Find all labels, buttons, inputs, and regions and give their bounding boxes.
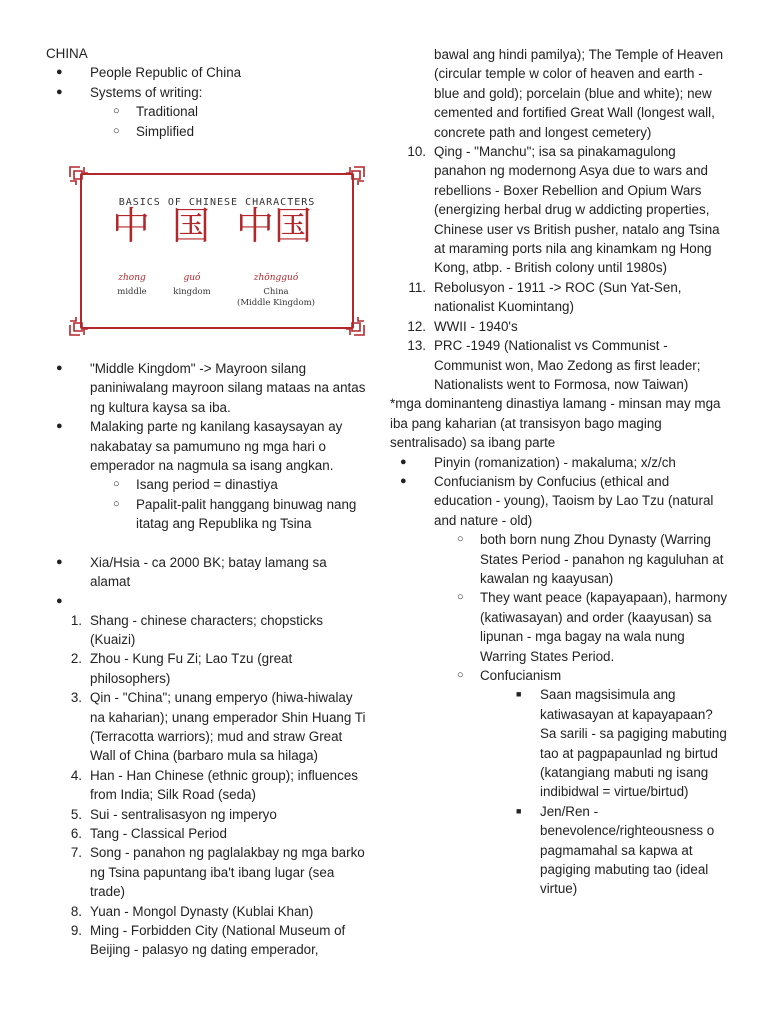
dynasty-list-item [390,317,730,336]
pinyin-label: guó [183,273,201,284]
meaning-label: kingdom [173,287,211,298]
hollow-bullet-icon: ○ [113,124,120,137]
bullet-icon: ● [400,455,407,468]
dynasty-list-item [46,921,368,960]
dynasty-text: Zhou - Kung Fu Zi; Lao Tzu (great philosophers) [90,651,293,686]
list-number: 5. [70,806,82,822]
dynasty-list [46,611,368,960]
dynasty-list-item [390,336,730,394]
dynasty-list-item [390,142,730,278]
meaning-label: middle [117,287,147,298]
dynasty-list-item [46,824,368,843]
corner-ornament-icon [68,165,90,187]
list-number: 6. [70,825,82,841]
dynasty-text: Rebolusyon - 1911 -> ROC (Sun Yat-Sen, nationalist Kuomintang) [434,279,682,315]
dynasty-list-item [46,843,368,901]
list-item: ● Xia/Hsia - ca 2000 BK; batay lamang sa alamat [56,554,327,590]
pinyin-label: zhong [118,273,146,284]
bullet-icon: ● [400,474,407,487]
right-column [390,45,730,899]
square-bullet-icon: ■ [516,805,522,816]
list-item: ○ Simplified [46,122,368,141]
list-item: ● Systems of writing: [46,83,368,102]
list-item: ● People Republic of China [46,63,368,82]
bullet-icon: ● [56,362,63,375]
dynasty-text: Qin - "China"; unang emperyo (hiwa-hiwalay na kaharian); unang emperador Shin Huang Ti (Terracotta warriors); mud and straw Great Wall of China (barbaro mula sa hilaga) [90,690,366,764]
character-zhongguo: 中国 [236,204,313,249]
hollow-bullet-icon: ○ [457,591,464,604]
dynasty-text: Yuan - Mongol Dynasty (Kublai Khan) [90,903,314,919]
footnote: *mga dominanteng dinastiya lamang - minsan may mga iba pang kaharian (at transisyon bago maging sentralisado) sa ibang parte [390,396,721,451]
list-item: ○ Papalit-palit hanggang binuwag nang itatag ang Republika ng Tsina [113,496,357,532]
list-item [46,592,368,611]
list-number: 12. [407,318,426,334]
dynasty-list-item [46,611,368,650]
list-number: 9. [70,923,82,938]
corner-ornament-icon [344,315,366,337]
dynasty-list-item [46,688,368,766]
list-item: ■ Jen/Ren - benevolence/righteousness o pagmamahal sa kapwa at pagiging mabuting tao (ideal virtue) [516,803,715,897]
dynasty-list [390,142,730,394]
list-item: ● Malaking parte ng kanilang kasaysayan ay nakabatay sa pamumuno ng mga hari o emperador na nagmula sa isang angkan. [56,419,343,474]
dynasty-list-item [46,766,368,805]
list-number: 11. [408,279,426,295]
dynasty-list-item [46,902,368,921]
dynasty-text: WWII - 1940's [434,318,518,334]
list-number: 10. [407,144,426,160]
list-number: 13. [407,338,426,354]
bullet-icon: ● [56,420,63,433]
list-item: ● Confucianism by Confucius (ethical and education - young), Taoism by Lao Tzu (natural and nature - old) [400,473,714,528]
bullet-icon: ● [56,594,63,607]
list-item-continued: bawal ang hindi pamilya); The Temple of Heaven (circular temple w color of heaven and earth - blue and gold); porcelain (blue and white); new cemented and fortified Great Wall (longest wall, concrete path and longest cemetery) [434,47,724,140]
dynasty-list-item [390,278,730,317]
list-number: 3. [70,690,82,706]
hollow-bullet-icon: ○ [113,497,120,510]
hollow-bullet-icon: ○ [457,669,464,681]
list-number: 4. [70,767,82,783]
left-column [46,44,368,960]
dynasty-text: Song - panahon ng paglalakbay ng mga barko ng Tsina papuntang iba't ibang lugar (sea trade) [90,845,365,900]
pinyin-label: zhōngguó [253,273,299,284]
list-item: ○ both born nung Zhou Dynasty (Warring States Period - panahon ng kaguluhan at kawalan ng kaayusan) [457,532,724,586]
hollow-bullet-icon: ○ [113,105,120,118]
list-number: 8. [70,903,82,919]
dynasty-list-item [46,805,368,824]
list-item: ○ They want peace (kapayapaan), harmony (katiwasayan) and order (kaayusan) sa lipunan - mga bagay na wala nung Warring States Period. [457,590,728,664]
figure-title: BASICS OF CHINESE CHARACTERS [118,197,316,209]
character-guo: 国 [172,204,211,249]
dynasty-text: Tang - Classical Period [90,825,227,841]
list-item: ○ Confucianism [390,666,730,685]
list-number: 2. [70,651,82,667]
list-item: ○ Traditional [46,102,368,121]
hollow-bullet-icon: ○ [457,533,464,546]
dynasty-text: PRC -1949 (Nationalist vs Communist - Communist won, Mao Zedong as first leader; Nationalists went to Formosa, now Taiwan) [434,338,701,392]
list-item: ● Pinyin (romanization) - makaluma; x/z/ch [390,453,730,472]
character-zhong: 中 [112,204,151,249]
meaning-label: China (Middle Kingdom) [237,287,315,309]
square-bullet-icon: ■ [516,689,522,700]
dynasty-text: Qing - "Manchu"; isa sa pinakamagulong panahon ng modernong Asya due to wars and rebellions - Boxer Rebellion and Opium Wars (energizing herbal drug w addicting properties, Chinese user vs British pusher, natalo ang Tsina at maraming ports nila ang kinamkam ng Hong Kong, atbp. - British colony until 1980s) [434,144,720,276]
bullet-icon: ● [56,85,63,98]
list-number: 7. [70,845,82,861]
bullet-icon: ● [56,66,63,79]
corner-ornament-icon [68,315,90,337]
list-number: 1. [70,612,82,628]
dynasty-text: Han - Han Chinese (ethnic group); influences from India; Silk Road (seda) [90,767,358,803]
corner-ornament-icon [344,165,366,187]
hollow-bullet-icon: ○ [113,478,120,491]
dynasty-text: Shang - chinese characters; chopsticks (Kuaizi) [90,612,323,647]
dynasty-text: Sui - sentralisasyon ng imperyo [90,806,277,822]
dynasty-list-item [46,649,368,688]
list-item: ■ Saan magsisimula ang katiwasayan at kapayapaan? Sa sarili - sa pagiging mabuting tao at pagpapaunlad ng birtud (katangiang mabuti ng isang indibidwal = virtue/birtud) [516,687,727,800]
bullet-icon: ● [56,555,63,568]
dynasty-text: Ming - Forbidden City (National Museum of Beijing - palasyo ng dating emperador, [90,923,346,958]
list-item: ○ Isang period = dinastiya [46,475,368,494]
chinese-characters-figure [68,165,366,337]
list-item: ● "Middle Kingdom" -> Mayroon silang paniniwalang mayroon silang mataas na antas ng kultura kaysa sa iba. [56,361,366,415]
page-heading: CHINA [46,46,88,61]
